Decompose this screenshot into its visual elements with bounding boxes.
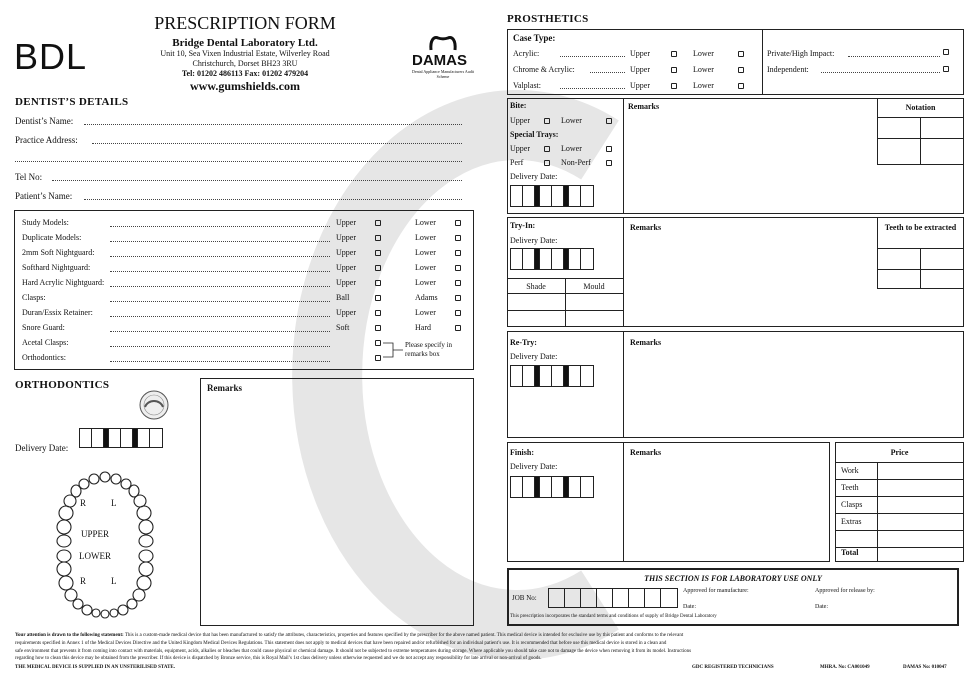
finish-label: Finish: — [510, 448, 535, 457]
appliance-checkbox-2[interactable] — [455, 280, 461, 286]
page-title: PRESCRIPTION FORM — [154, 13, 336, 33]
price-row-label: Clasps — [841, 500, 863, 509]
company-phone: Tel: 01202 486113 Fax: 01202 479204 — [181, 69, 309, 78]
appliance-checkbox-2[interactable] — [455, 250, 461, 256]
appliance-option-1: Upper — [336, 248, 356, 257]
case-type-lower-checkbox[interactable] — [738, 67, 744, 73]
company-website[interactable]: www.gumshields.com — [189, 79, 300, 93]
dentist-name-field[interactable] — [84, 124, 462, 125]
orthodontics-heading: ORTHODONTICS — [15, 379, 110, 391]
footer-damas-no: DAMAS No: 010047 — [903, 665, 947, 670]
trays-upper-label: Upper — [510, 144, 530, 153]
appliance-checkbox-1[interactable] — [375, 250, 381, 256]
footer-statement: Your attention is drawn to the following statement: This is a custom-made medical device that has been manufactured to satisfy the attributes, characteristics, properties and features specified by the prescriber for the above named patient. This medical device is intended for exclusive use by this patient and conforms to the relevant requirements specified in Annex 1 of the Medical Devices Directive and the United Kingdom Medical Devices Regulations. This statement does not apply to medical devices that have been repaired and/or refurbished for an individual patient’s use. It is recommended that before use this medical device is stored in a clean and safe environment that prevents it from coming into contact with materials, equipment, acids, alkalies or bleaches that could cause physical or chemical damage. It should not be subjected to extreme temperatures during storage. Where applicable you should take care not to damage the device when removing it from its model. Instructions regarding how to clean this device may be obtained from the prescriber. If this device is dispatched by Bronze service, this is Royal Mail’s 1st class delivery unless otherwise requested and we do not accept any responsibility for late arrival or non-arrival of goods. — [15, 633, 692, 662]
appliance-label: Snore Guard: — [22, 323, 65, 332]
shade-label: Shade — [526, 282, 546, 291]
tryin-remarks-label: Remarks — [630, 223, 662, 232]
private-checkbox[interactable] — [943, 49, 949, 55]
appliance-option-2: Lower — [415, 308, 436, 317]
footer-gdc: GDC REGISTERED TECHNICIANS — [692, 665, 774, 670]
bdl-logo: BDL — [14, 36, 88, 77]
case-type-upper-checkbox[interactable] — [671, 67, 677, 73]
bite-remarks-label: Remarks — [628, 102, 660, 111]
appliance-label: Softhard Nightguard: — [22, 263, 91, 272]
appliance-checkbox[interactable] — [375, 355, 381, 361]
appliance-checkbox-1[interactable] — [375, 280, 381, 286]
appliance-option-1: Upper — [336, 218, 356, 227]
footer-mhra: MHRA. No: CA001049 — [820, 665, 870, 670]
arch-lower-label: LOWER — [79, 551, 111, 561]
dentist-name-label: Dentist’s Name: — [15, 116, 74, 126]
ortho-remarks-label: Remarks — [207, 383, 242, 393]
case-type-upper-checkbox[interactable] — [671, 83, 677, 89]
case-type-row-label: Acrylic: — [513, 49, 540, 58]
appliance-option-2: Lower — [415, 248, 436, 257]
bite-label: Bite: — [510, 101, 527, 110]
appliance-checkbox-2[interactable] — [455, 310, 461, 316]
case-type-upper: Upper — [630, 81, 650, 90]
arch-upper-label: UPPER — [81, 529, 110, 539]
retry-label: Re-Try: — [510, 338, 537, 347]
ortho-delivery-date[interactable] — [79, 428, 163, 448]
bite-upper-label: Upper — [510, 116, 530, 125]
appliance-option-1: Upper — [336, 308, 356, 317]
case-type-box — [507, 29, 964, 95]
appliance-checkbox-1[interactable] — [375, 310, 381, 316]
appliance-label: 2mm Soft Nightguard: — [22, 248, 95, 257]
retry-remarks-label: Remarks — [630, 338, 662, 347]
teeth-extracted-label: Teeth to be extracted — [884, 223, 957, 232]
appliance-checkbox-1[interactable] — [375, 235, 381, 241]
dental-arch-chart[interactable] — [50, 470, 160, 620]
appliance-checkbox-1[interactable] — [375, 295, 381, 301]
bite-delivery-date[interactable] — [510, 185, 594, 207]
case-type-lower-checkbox[interactable] — [738, 51, 744, 57]
price-label: Price — [890, 448, 909, 457]
finish-box — [507, 442, 830, 562]
appliance-checkbox-1[interactable] — [375, 220, 381, 226]
case-type-upper: Upper — [630, 49, 650, 58]
job-no-field[interactable] — [548, 588, 678, 608]
tryin-delivery-date[interactable] — [510, 248, 594, 270]
job-no-label: JOB No: — [512, 594, 537, 602]
dentist-heading: DENTIST’S DETAILS — [15, 96, 129, 108]
appliance-option-2: Lower — [415, 278, 436, 287]
bite-delivery-label: Delivery Date: — [510, 172, 558, 181]
appliance-label: Clasps: — [22, 293, 46, 302]
appliance-checkbox-2[interactable] — [455, 325, 461, 331]
appliance-label: Acetal Clasps: — [22, 338, 69, 347]
trays-perf-label: Perf — [510, 158, 524, 167]
retry-delivery-label: Delivery Date: — [510, 352, 558, 361]
price-row-label: Teeth — [841, 483, 859, 492]
company-address-2: Christchurch, Dorset BH23 3RU — [192, 59, 298, 68]
lab-date-2: Date: — [815, 604, 828, 610]
special-trays-label: Special Trays: — [510, 130, 559, 139]
ortho-remarks-box[interactable] — [200, 378, 474, 626]
arch-upper-l: L — [111, 498, 117, 508]
practice-address-field-2[interactable] — [15, 161, 462, 162]
company-address-1: Unit 10, Sea Vixen Industrial Estate, Wilverley Road — [160, 49, 330, 58]
appliance-option-1: Upper — [336, 263, 356, 272]
arch-upper-r: R — [80, 498, 87, 508]
appliance-label: Duran/Essix Retainer: — [22, 308, 93, 317]
arch-lower-r: R — [80, 576, 87, 586]
trays-nonperf-checkbox[interactable] — [606, 160, 612, 166]
price-row-label: Extras — [841, 517, 862, 526]
patient-name-field[interactable] — [84, 199, 462, 200]
finish-delivery-label: Delivery Date: — [510, 462, 558, 471]
case-type-lower: Lower — [693, 81, 714, 90]
case-type-upper: Upper — [630, 65, 650, 74]
appliance-option-2: Lower — [415, 263, 436, 272]
case-type-upper-checkbox[interactable] — [671, 51, 677, 57]
patient-name-label: Patient’s Name: — [15, 191, 73, 201]
appliance-option-1: Soft — [336, 323, 350, 332]
appliance-option-2: Lower — [415, 233, 436, 242]
notation-label: Notation — [905, 103, 936, 112]
orthodontic-seal-icon — [138, 389, 170, 421]
trays-upper-checkbox[interactable] — [544, 146, 550, 152]
footer-unsterilised: THE MEDICAL DEVICE IS SUPPLIED IN AN UNSTERILISED STATE. — [15, 665, 175, 670]
appliance-checkbox[interactable] — [375, 340, 381, 346]
appliance-label: Hard Acrylic Nightguard: — [22, 278, 105, 287]
appliance-option-2: Adams — [415, 293, 438, 302]
trays-lower-checkbox[interactable] — [606, 146, 612, 152]
case-type-lower: Lower — [693, 65, 714, 74]
appliance-option-2: Lower — [415, 218, 436, 227]
appliance-checkbox-2[interactable] — [455, 220, 461, 226]
lab-use-heading: THIS SECTION IS FOR LABORATORY USE ONLY — [644, 574, 822, 583]
bite-lower-label: Lower — [561, 116, 582, 125]
case-type-row-label: Valplast: — [513, 81, 541, 90]
damas-logo: DAMAS — [412, 52, 467, 69]
appliance-label: Study Models: — [22, 218, 69, 227]
ortho-delivery-label: Delivery Date: — [15, 443, 69, 453]
finish-remarks-label: Remarks — [630, 448, 662, 457]
retry-delivery-date[interactable] — [510, 365, 594, 387]
appliance-label: Duplicate Models: — [22, 233, 82, 242]
appliance-checkbox-1[interactable] — [375, 325, 381, 331]
remarks-note: Please specify in remarks box — [405, 341, 453, 358]
independent-label: Independent: — [767, 65, 809, 74]
lab-date-1: Date: — [683, 604, 696, 610]
approved-release-label: Approved for release by: — [815, 588, 875, 594]
finish-delivery-date[interactable] — [510, 476, 594, 498]
mould-label: Mould — [583, 282, 605, 291]
appliance-label: Orthodontics: — [22, 353, 66, 362]
practice-address-label: Practice Address: — [15, 135, 78, 145]
arch-lower-l: L — [111, 576, 117, 586]
company-name: Bridge Dental Laboratory Ltd. — [172, 37, 318, 49]
lab-terms: This prescription incorporates the standard terms and conditions of supply of Bridge Dental Laboratory — [510, 614, 717, 619]
case-type-lower: Lower — [693, 49, 714, 58]
approved-manufacture-label: Approved for manufacture: — [683, 588, 749, 594]
appliance-option-1: Upper — [336, 233, 356, 242]
tel-field[interactable] — [52, 180, 462, 181]
appliance-checkbox-2[interactable] — [455, 265, 461, 271]
tryin-delivery-label: Delivery Date: — [510, 236, 558, 245]
bracket-line — [383, 341, 405, 361]
practice-address-field[interactable] — [92, 143, 462, 144]
trays-perf-checkbox[interactable] — [544, 160, 550, 166]
appliance-option-2: Hard — [415, 323, 431, 332]
total-label: Total — [841, 548, 859, 557]
independent-checkbox[interactable] — [943, 66, 949, 72]
appliance-checkbox-2[interactable] — [455, 235, 461, 241]
case-type-lower-checkbox[interactable] — [738, 83, 744, 89]
tryin-label: Try-In: — [510, 221, 536, 230]
damas-tooth-icon — [428, 34, 458, 52]
bite-lower-checkbox[interactable] — [606, 118, 612, 124]
private-label: Private/High Impact: — [767, 49, 835, 58]
case-type-label: Case Type: — [513, 33, 556, 43]
appliance-option-1: Ball — [336, 293, 350, 302]
trays-nonperf-label: Non-Perf — [561, 158, 591, 167]
bite-upper-checkbox[interactable] — [544, 118, 550, 124]
appliance-checkbox-1[interactable] — [375, 265, 381, 271]
prosthetics-heading: PROSTHETICS — [507, 13, 589, 25]
case-type-row-label: Chrome & Acrylic: — [513, 65, 575, 74]
damas-subtitle: Dental Appliance Manufacturers Audit Scheme — [411, 69, 475, 79]
trays-lower-label: Lower — [561, 144, 582, 153]
appliance-option-1: Upper — [336, 278, 356, 287]
appliance-checkbox-2[interactable] — [455, 295, 461, 301]
tel-label: Tel No: — [15, 172, 43, 182]
price-row-label: Work — [841, 466, 859, 475]
